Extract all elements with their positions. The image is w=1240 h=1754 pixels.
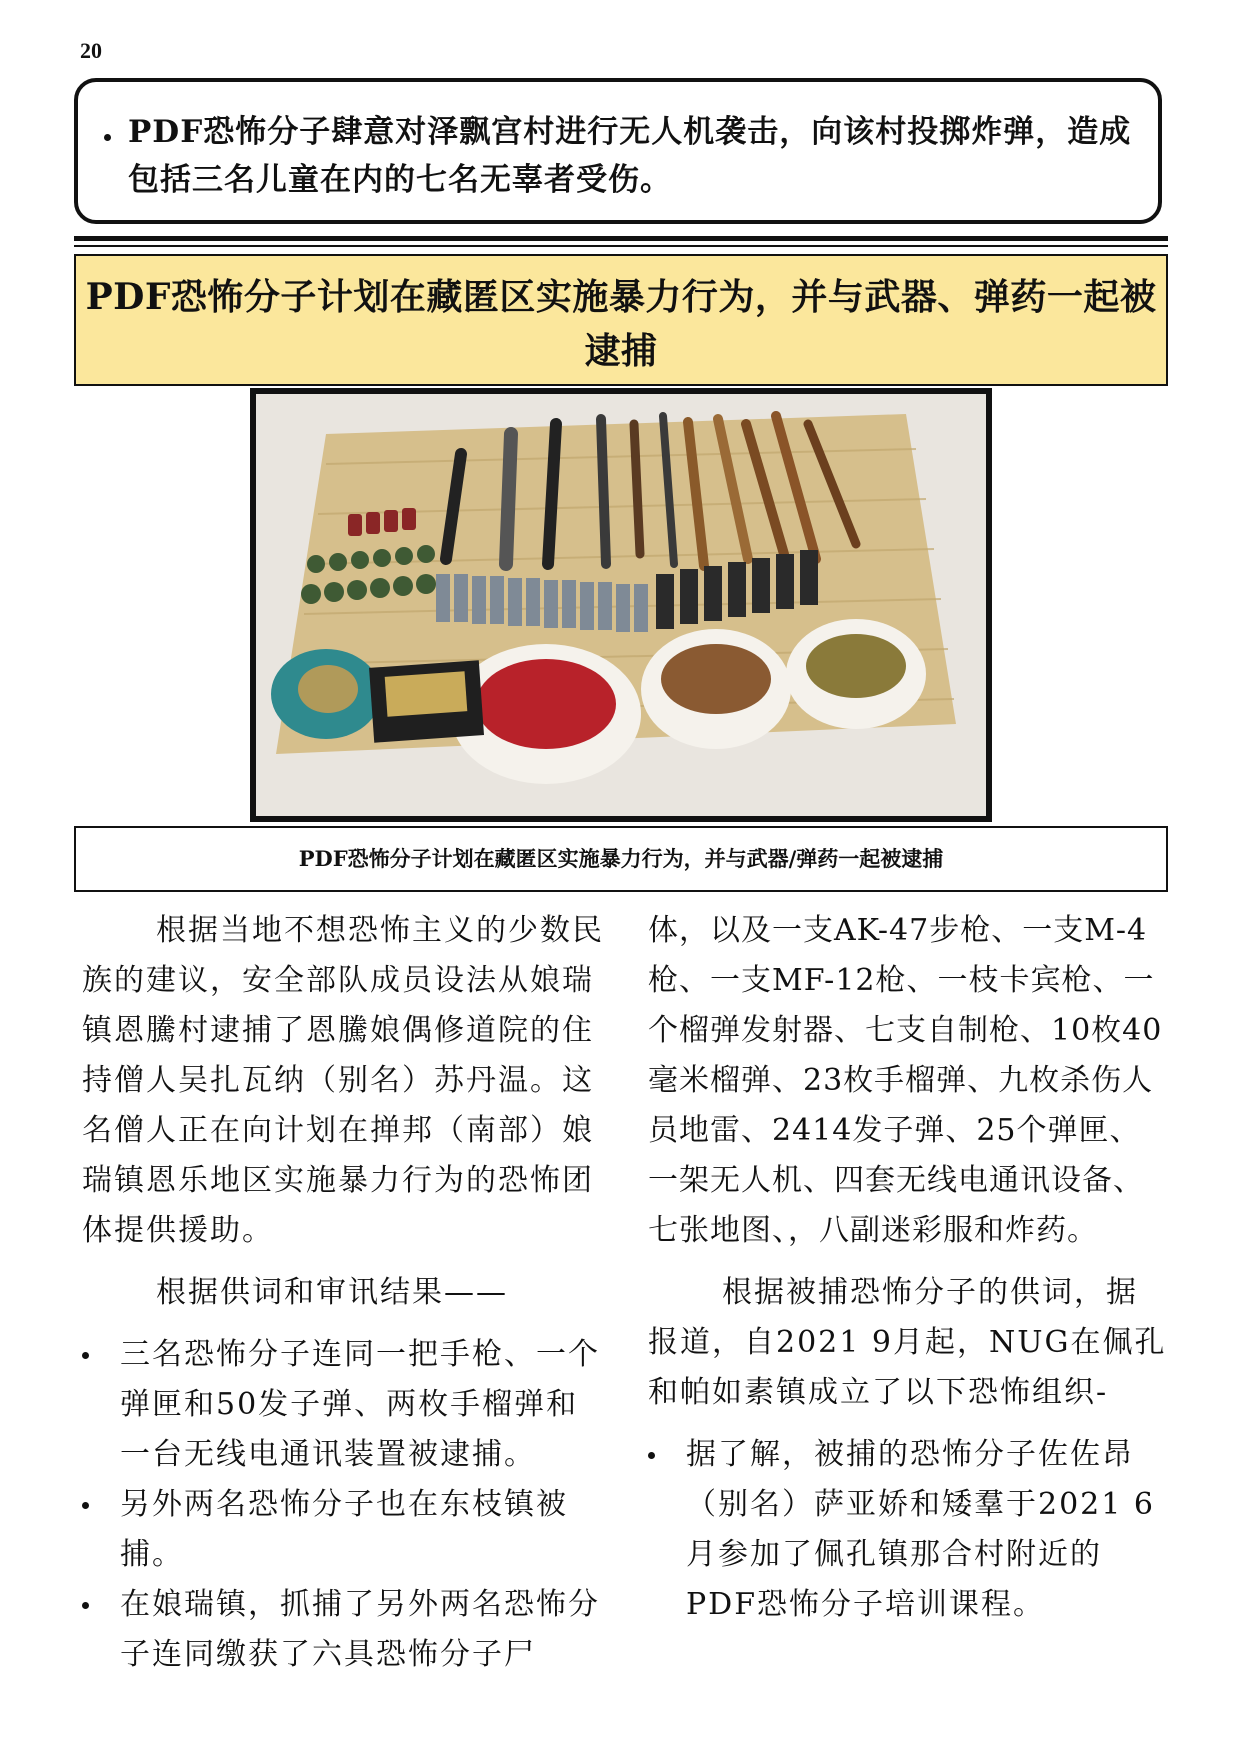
- headline-line-2: 逮捕: [584, 330, 658, 372]
- weapons-photo-icon: [256, 394, 986, 816]
- highlight-box: [74, 78, 1162, 224]
- left-column: [82, 906, 608, 1680]
- list-item: 三名恐怖分子连同一把手枪、一个弹匣和50发子弹、两枚手榴弹和一台无线电通讯装置被逮捕。: [82, 1330, 608, 1480]
- right-paragraph-2: 根据被捕恐怖分子的供词，据报道，自2021 9月起，NUG在佩孔和帕如素镇成立了以下恐怖组织-: [648, 1275, 1167, 1410]
- left-paragraph-1: 根据当地不想恐怖主义的少数民族的建议，安全部队成员设法从娘瑞镇恩騰村逮捕了恩騰娘偶修道院的住持僧人吴扎瓦纳（别名）苏丹温。这名僧人正在向计划在掸邦（南部）娘瑞镇恩乐地区实施暴力行为的恐怖团体提供援助。: [82, 913, 604, 1248]
- list-item: 另外两名恐怖分子也在东枝镇被捕。: [82, 1480, 608, 1580]
- left-bullet-list: [82, 1330, 608, 1680]
- headline-line-1: PDF恐怖分子计划在藏匿区实施暴力行为，并与武器、弹药一起被: [85, 276, 1157, 318]
- bullet-icon: [104, 134, 111, 141]
- right-paragraph-1: 体，以及一支AK-47步枪、一支M-4枪、一支MF-12枪、一枝卡宾枪、一个榴弹发射器、七支自制枪、10枚40毫米榴弹、23枚手榴弹、九枚杀伤人员地雷、2414发子弹、25个弹匣、一架无人机、四套无线电通讯设备、七张地图、，八副迷彩服和炸药。: [648, 913, 1163, 1248]
- page-number: 20: [80, 38, 102, 63]
- list-item: 在娘瑞镇，抓捕了另外两名恐怖分子连同缴获了六具恐怖分子尸: [82, 1580, 608, 1680]
- article-headline: [74, 254, 1168, 386]
- list-item: 据了解，被捕的恐怖分子佐佐昂（别名）萨亚娇和矮羣于2021 6月参加了佩孔镇那合村附近的PDF恐怖分子培训课程。: [648, 1430, 1168, 1630]
- weapons-photo: [250, 388, 992, 822]
- photo-caption: PDF恐怖分子计划在藏匿区实施暴力行为，并与武器/弹药一起被逮捕: [74, 826, 1168, 892]
- divider-rule-thin: [74, 245, 1168, 247]
- highlight-text: PDF恐怖分子肆意对泽飘宫村进行无人机袭击，向该村投掷炸弹，造成包括三名儿童在内的七名无辜者受伤。: [128, 114, 1132, 198]
- right-bullet-list: [648, 1430, 1168, 1630]
- right-column: [648, 906, 1168, 1630]
- divider-rule: [74, 236, 1168, 241]
- left-paragraph-2: 根据供词和审讯结果——: [156, 1275, 508, 1310]
